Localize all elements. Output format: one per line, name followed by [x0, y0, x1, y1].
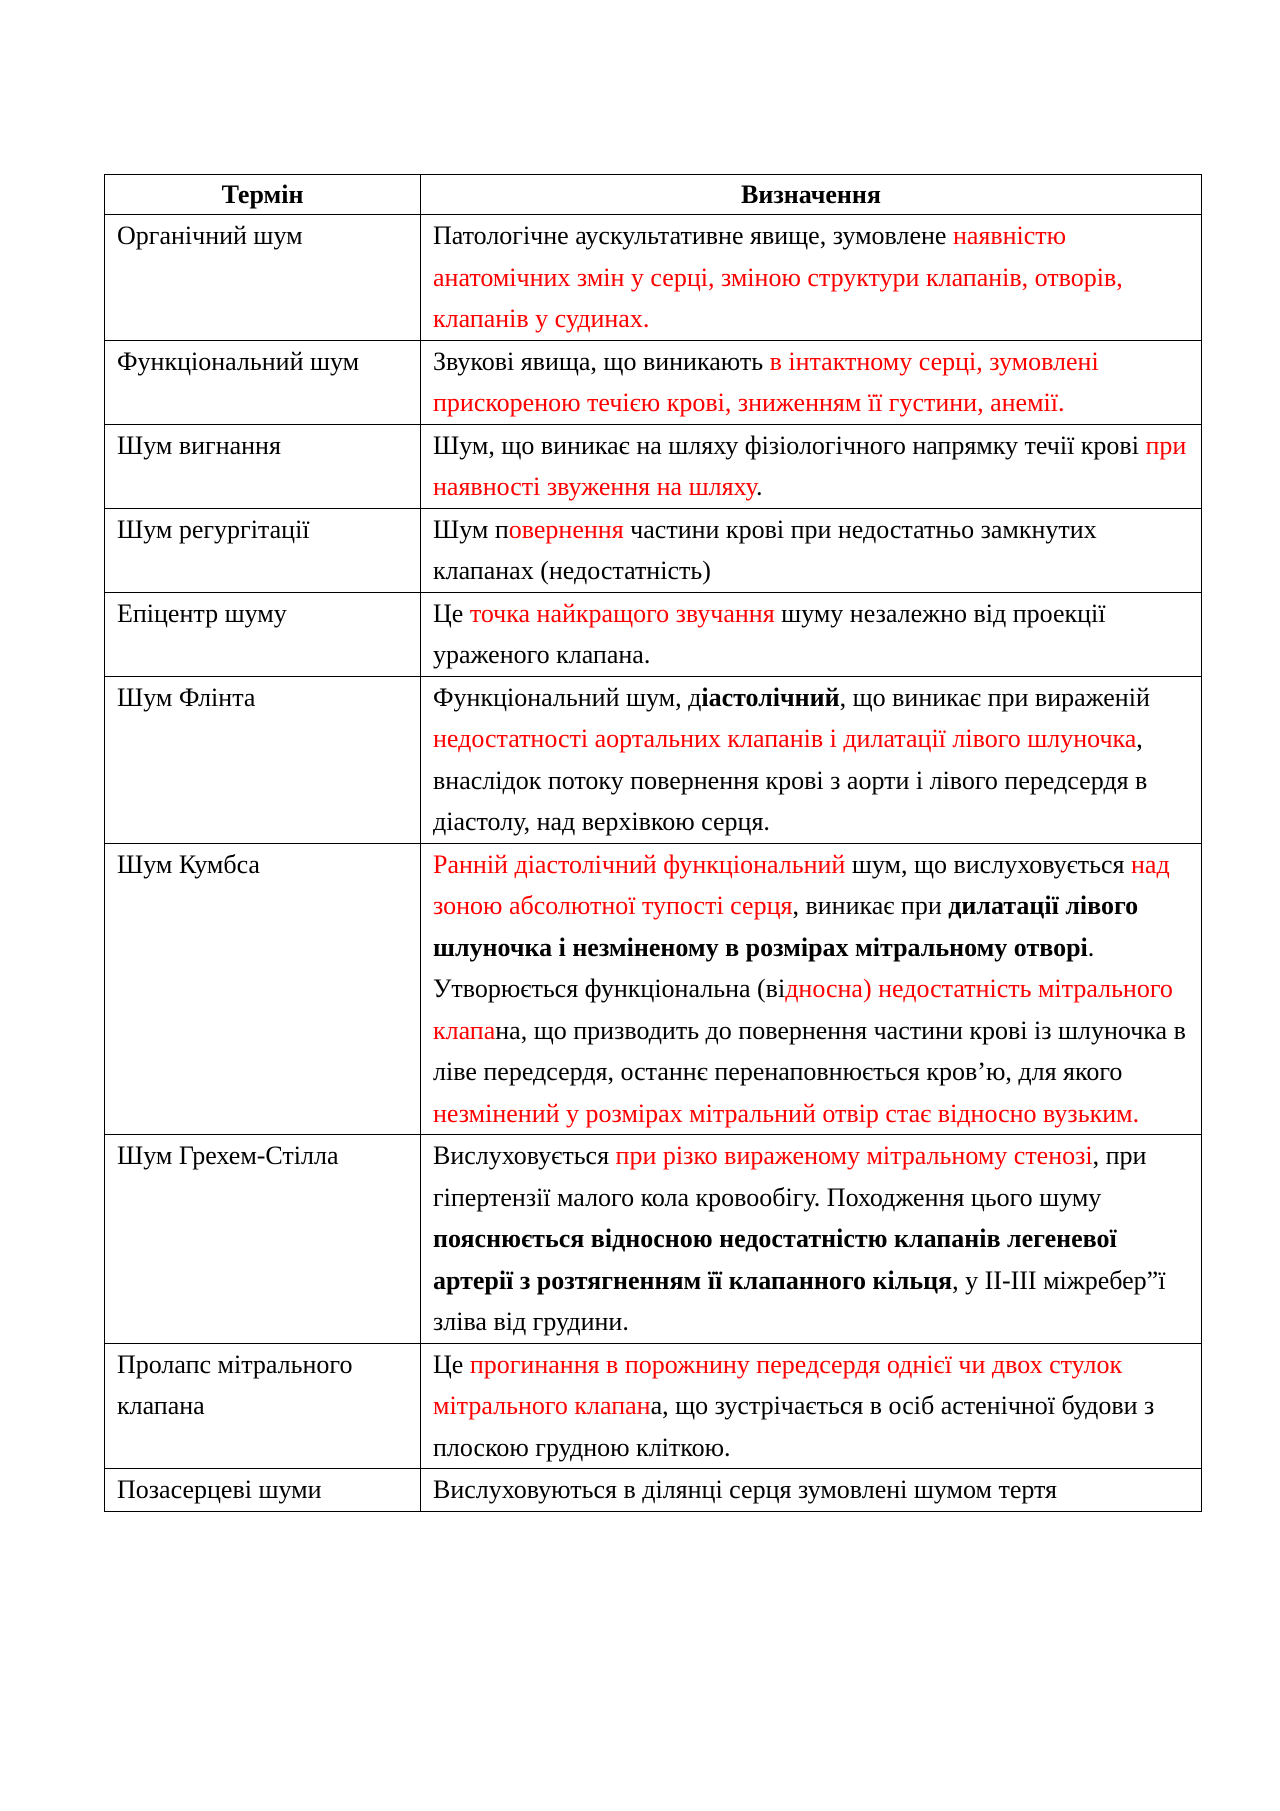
table-row: [105, 1469, 1202, 1512]
term-cell: Органічний шум: [105, 215, 421, 341]
definition-text: частини крові при недостатньо замкнутих клапанах (недостатність): [433, 514, 1097, 585]
header-definition: Визначення: [421, 175, 1202, 215]
definition-text: , внаслідок потоку повернення крові з аорти і лівого передсердя в діастолу, над верхівкою серця.: [433, 724, 1148, 836]
highlighted-text: овернення: [508, 514, 624, 544]
term-cell: Шум Кумбса: [105, 843, 421, 1135]
table-body: [105, 215, 1202, 1512]
highlighted-text: при наявності звуження на шляху: [433, 430, 1187, 501]
definition-cell: [421, 592, 1202, 676]
definition-text: .: [755, 472, 763, 501]
definition-text: , при гіпертензії малого кола кровообігу. Походження цього шуму: [433, 1141, 1147, 1212]
highlighted-text: над зоною абсолютної тупості серця: [433, 849, 1170, 920]
bold-text: дилатації лівого шлуночка і незміненому в розмірах мітральному отворі: [433, 891, 1139, 962]
table-row: [105, 340, 1202, 424]
table-row: [105, 508, 1202, 592]
definition-cell: [421, 1135, 1202, 1344]
definition-cell: [421, 1343, 1202, 1469]
table-row: [105, 424, 1202, 508]
term-cell: Функціональний шум: [105, 340, 421, 424]
definition-text: Звукові явища, що виникають: [433, 346, 770, 376]
highlighted-text: точка найкращого звучання: [469, 598, 775, 628]
definition-text: Вислуховується: [433, 1141, 616, 1170]
definition-text: . Утворюється функціональна (ві: [433, 932, 1095, 1003]
table-row: [105, 843, 1202, 1135]
header-term: Термін: [105, 175, 421, 215]
table-row: [105, 592, 1202, 676]
definition-text: Це: [433, 598, 470, 628]
definition-cell: [421, 424, 1202, 508]
term-cell: Шум регургітації: [105, 508, 421, 592]
definition-cell: [421, 843, 1202, 1135]
highlighted-text: недостатності аортальних клапанів і дилатації лівого шлуночка: [433, 724, 1137, 753]
highlighted-text: дносна) недостатність мітрального клапа: [433, 974, 1173, 1045]
highlighted-text: наявністю анатомічних змін у серці, зміною структури клапанів, отворів, клапанів у судинах.: [433, 221, 1123, 333]
term-cell: Позасерцеві шуми: [105, 1469, 421, 1512]
definition-cell: [421, 508, 1202, 592]
definition-text: шум, що вислуховується: [845, 849, 1131, 879]
definition-text: а, що зустрічається в осіб астенічної будови з плоскою грудною кліткою.: [433, 1391, 1155, 1462]
term-cell: Шум Грехем-Стілла: [105, 1135, 421, 1344]
term-cell: Шум Флінта: [105, 676, 421, 843]
highlighted-text: в інтактному серці, зумовлені прискореною течією крові, зниженням її густини, анемії.: [433, 346, 1099, 417]
definition-text: Функціональний шум, д: [433, 682, 702, 712]
term-cell: Епіцентр шуму: [105, 592, 421, 676]
term-cell: Шум вигнання: [105, 424, 421, 508]
highlighted-text: прогинання в порожнину передсердя однієї чи двох стулок мітрального клапан: [433, 1349, 1123, 1420]
definition-text: шуму незалежно від проекції ураженого клапана.: [433, 598, 1106, 669]
table-row: [105, 1343, 1202, 1469]
definition-cell: [421, 340, 1202, 424]
table-row: [105, 215, 1202, 341]
definition-text: Це: [433, 1349, 470, 1379]
document-page: [104, 174, 1201, 1512]
table-row: [105, 676, 1202, 843]
term-cell: Пролапс мітрального клапана: [105, 1343, 421, 1469]
definition-text: Шум п: [433, 514, 509, 544]
bold-text: іастолічний: [701, 682, 840, 712]
highlighted-text: незмінений у розмірах мітральний отвір стає відносно вузьким.: [433, 1098, 1140, 1128]
highlighted-text: Ранній діастолічний функціональний: [433, 849, 846, 879]
table-row: [105, 1135, 1202, 1344]
definition-text: на, що призводить до повернення частини крові із шлуночка в ліве передсердя, останнє перенаповнюється кров’ю, для якого: [433, 1015, 1186, 1086]
definition-cell: [421, 676, 1202, 843]
definition-text: , виникає при: [792, 891, 949, 920]
definition-text: , що виникає при вираженій: [839, 682, 1150, 712]
definition-text: Вислуховуються в ділянці серця зумовлені шумом тертя: [433, 1475, 1057, 1504]
definition-cell: [421, 1469, 1202, 1512]
terms-table: [104, 174, 1202, 1512]
definition-text: Шум, що виникає на шляху фізіологічного напрямку течії крові: [433, 430, 1146, 460]
highlighted-text: при різко вираженому мітральному стенозі: [615, 1141, 1093, 1170]
definition-text: , у ІІ-ІІІ міжребер”ї зліва від грудини.: [433, 1265, 1166, 1336]
definition-cell: [421, 215, 1202, 341]
table-header-row: [105, 175, 1202, 215]
definition-text: Патологічне аускультативне явище, зумовлене: [433, 221, 953, 250]
bold-text: пояснюється відносною недостатністю клапанів легеневої артерії з розтягненням її клапанного кільця: [433, 1224, 1117, 1295]
